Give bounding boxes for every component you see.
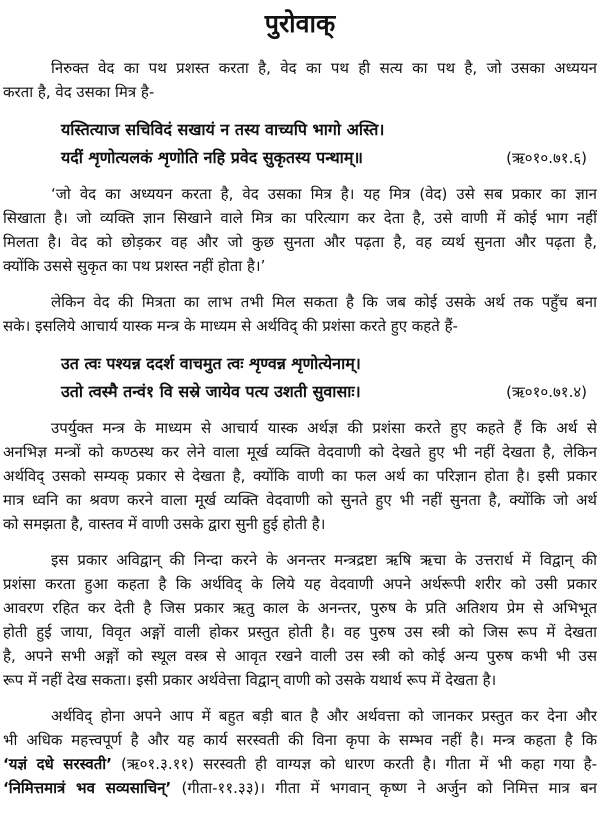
paragraph-line: सके। इसलिये आचार्य यास्क मन्त्र के माध्यम से अर्थविद् की प्रशंसा करते हुए कहते हैं-	[3, 317, 458, 335]
verse-text: यदीं शृणोत्यलकं शृणोति नहि प्रवेद सुकृतस्य पन्थाम्॥	[61, 148, 363, 167]
verse-line	[3, 144, 597, 172]
paragraph-line: मात्र ध्वनि का श्रवण करने वाला मूर्ख व्यक्ति वेदवाणी को सुनते हुए भी नहीं सुनता है, क्योंकि जो अर्थ	[3, 491, 597, 509]
text-segment: (गीता-११.३३)। गीता में भगवान् कृष्ण ने अर्जुन को निमित्त मात्र बन	[171, 779, 597, 797]
paragraph-line: ‘जो वेद का अध्ययन करता है, वेद उसका मित्र है। यह मित्र (वेद) उसे सब प्रकार का ज्ञान	[51, 185, 597, 203]
verse-line	[3, 116, 597, 144]
verse-reference: (ऋ०१०.७१.६)	[506, 149, 587, 167]
paragraph-line: करता है, वेद उसका मित्र है-	[3, 83, 155, 101]
paragraph-line	[3, 776, 597, 800]
paragraph-line: मिलता है। वेद को छोड़कर वह और जो कुछ सुनता और पढ़ता है, वह व्यर्थ सुनता और पढ़ता है,	[3, 233, 597, 251]
verse-reference: (ऋ०१०.७१.४)	[506, 383, 587, 401]
paragraph-line: अर्थविद् उसको सम्यक् प्रकार से देखता है, क्योंकि वाणी का फल अर्थ का परिज्ञान होता है। इसी प्रकार	[3, 467, 597, 485]
verse-text: यस्तित्याज सचिविदं सखायं न तस्य वाच्यपि भागो अस्ति।	[61, 120, 385, 139]
paragraph-line: रूप में नहीं देख सकता। इसी प्रकार अर्थवेत्ता विद्वान् वाणी को उसके यथार्थ रूप में देखता है।	[3, 671, 497, 689]
page-title: पुरोवाक्	[264, 9, 336, 38]
paragraph-line: अनभिज्ञ मन्त्रों को कण्ठस्थ कर लेने वाला मूर्ख व्यक्ति वेदवाणी को देखते हुए भी नहीं देखता है, लेकिन	[3, 443, 597, 461]
paragraph	[3, 182, 597, 278]
paragraph-line: इस प्रकार अविद्वान् की निन्दा करने के अनन्तर मन्त्रद्रष्टा ऋषि ऋचा के उत्तरार्ध में विद्वान् की	[51, 551, 597, 569]
paragraph-line: आवरण रहित कर देती है जिस प्रकार ऋतु काल के अनन्तर, पुरुष के प्रति अतिशय प्रेम से अभिभूत	[3, 599, 597, 617]
paragraph-line: उपर्युक्त मन्त्र के माध्यम से आचार्य यास्क अर्थज्ञ की प्रशंसा करते हुए कहते हैं कि अर्थ से	[51, 419, 597, 437]
verse-line	[3, 378, 597, 406]
paragraph	[3, 416, 597, 536]
verse-block	[3, 116, 597, 172]
paragraph-line: सिखाता है। जो व्यक्ति ज्ञान सिखाने वाले मित्र का परित्याग कर देता है, उसे वाणी में कोई भाग नहीं	[3, 209, 597, 227]
paragraph-line: भी अधिक महत्त्वपूर्ण है और यह कार्य सरस्वती की विना कृपा के सम्भव नहीं है। मन्त्र कहता है कि	[3, 731, 597, 749]
paragraph	[3, 56, 597, 104]
paragraph-line: प्रशंसा करता हुआ कहता है कि अर्थविद् के लिये यह वेदवाणी अपने अर्थरूपी शरीर को उसी प्रकार	[3, 575, 597, 593]
verse-line	[3, 350, 597, 378]
verse-text: उतो त्वस्मै तन्वं१ वि सस्रे जायेव पत्य उशती सुवासाः।	[61, 382, 361, 401]
bold-quote: ‘यज्ञं दधे सरस्वती’	[3, 755, 112, 773]
paragraph-line	[3, 752, 597, 776]
text-segment: (ऋ०१.३.११) सरस्वती ही वाग्यज्ञ को धारण करती है। गीता में भी कहा गया है-	[111, 755, 597, 773]
verse-text: उत त्वः पश्यन्न ददर्श वाचमुत त्वः शृण्वन्न शृणोत्येनाम्।	[61, 354, 361, 373]
paragraph-line: क्योंकि उससे सुकृत का पथ प्रशस्त नहीं होता है।’	[3, 257, 266, 275]
paragraph-line: होती हुई जाया, विवृत अङ्गों वाली होकर प्रस्तुत होती है। वह पुरुष उस स्त्री को जिस रूप में देखता	[3, 623, 597, 641]
verse-block	[3, 350, 597, 406]
paragraph-line: है, अपने सभी अङ्गों को स्थूल वस्त्र से आवृत रखने वाली उस स्त्री को कोई अन्य पुरुष कभी भी उस	[3, 647, 597, 665]
paragraph-line: अर्थविद् होना अपने आप में बहुत बड़ी बात है और अर्थवत्ता को जानकर प्रस्तुत कर देना और	[51, 707, 597, 725]
paragraph-line: को समझता है, वास्तव में वाणी उसके द्वारा सुनी हुई होती है।	[3, 515, 326, 533]
document-body	[3, 56, 597, 800]
paragraph-line: लेकिन वेद की मित्रता का लाभ तभी मिल सकता है कि जब कोई उसके अर्थ तक पहुँच बना	[51, 293, 597, 311]
paragraph-line: निरुक्त वेद का पथ प्रशस्त करता है, वेद का पथ ही सत्य का पथ है, जो उसका अध्ययन	[51, 59, 597, 77]
paragraph	[3, 704, 597, 800]
paragraph	[3, 290, 597, 338]
paragraph	[3, 548, 597, 692]
bold-quote: ‘निमित्तमात्रं भव सव्यसाचिन्’	[3, 779, 172, 797]
